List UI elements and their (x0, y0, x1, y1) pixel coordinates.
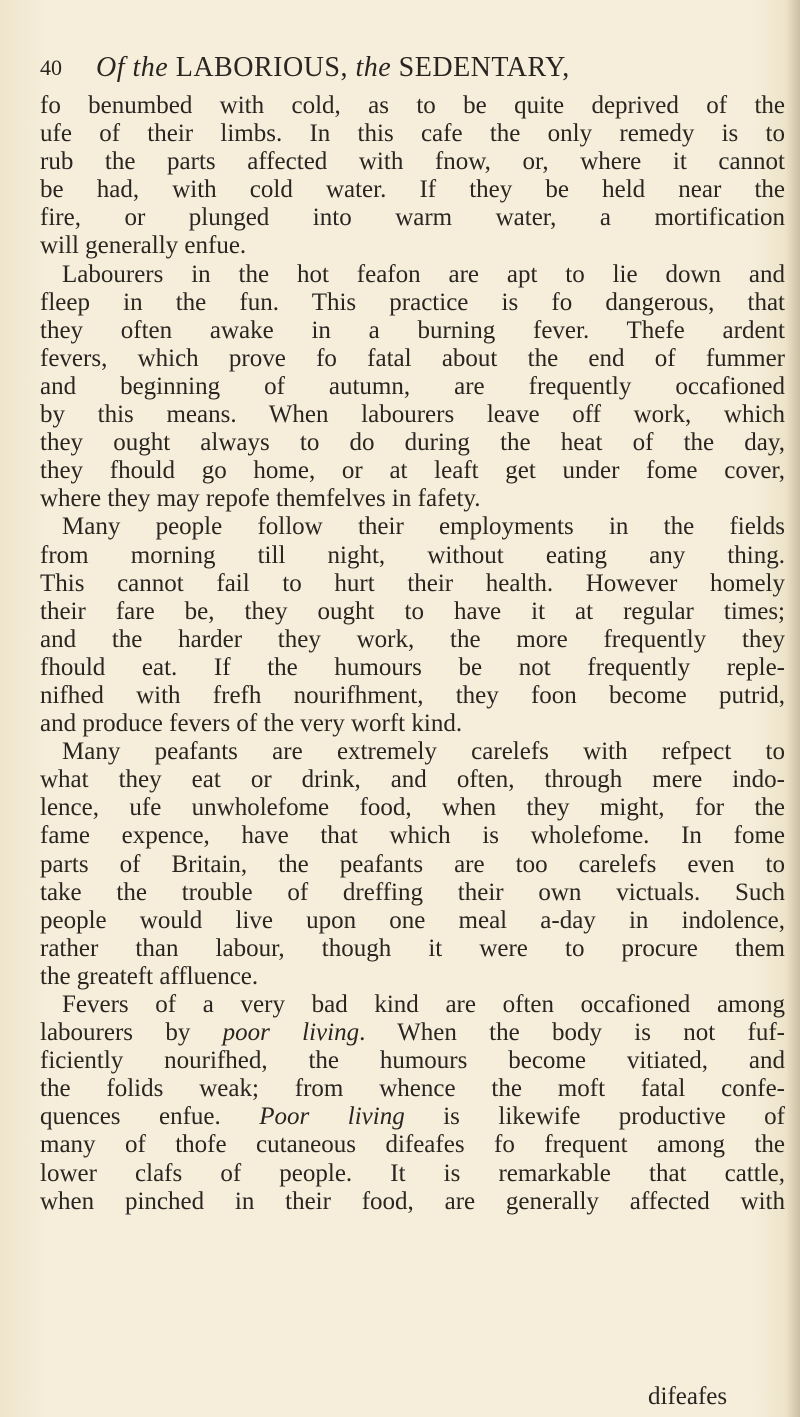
text-line: what they eat or drink, and often, through mere indo- (40, 766, 785, 794)
paragraph-start-line: Many people follow their employments in the fields (62, 513, 785, 541)
text-line: fire, or plunged into warm water, a mortification (40, 204, 785, 232)
text-line: the folids weak; from whence the moft fatal confe- (40, 1075, 785, 1103)
paragraph-start-line: Many peafants are extremely carelefs with refpect to (62, 738, 785, 766)
catchword: difeafes (648, 1383, 728, 1410)
text-line: fame expence, have that which is wholefome. In fome (40, 822, 785, 850)
text-line: rather than labour, though it were to procure them (40, 934, 785, 962)
text-line: be had, with cold water. If they be held near the (40, 176, 785, 204)
text-line: lence, ufe unwholefome food, when they might, for the (40, 794, 785, 822)
running-head-italic-2: the (355, 52, 392, 83)
text-line: fo benumbed with cold, as to be quite deprived of the (40, 92, 785, 119)
text-line: fleep in the fun. This practice is fo dangerous, that (40, 288, 785, 316)
text-run: quences enfue. (40, 1103, 260, 1131)
text-line: they often awake in a burning fever. Thefe ardent (40, 316, 785, 344)
text-line: where they may repofe themfelves in fafety. (40, 485, 481, 513)
page-header (40, 48, 760, 88)
text-line-with-italic (40, 1019, 785, 1047)
running-head (96, 48, 570, 88)
italic-phrase: Poor living (259, 1103, 405, 1131)
text-line: many of thofe cutaneous difeafes fo frequent among the (40, 1131, 785, 1159)
text-line: parts of Britain, the peafants are too carelefs even to (40, 850, 785, 878)
text-run: . When the body is not fuf- (359, 1019, 785, 1047)
text-line: ficiently nourifhed, the humours become vitiated, and (40, 1047, 785, 1075)
text-line: their fare be, they ought to have it at regular times; (40, 597, 785, 625)
text-line: from morning till night, without eating any thing. (40, 541, 785, 569)
text-line: they ought always to do during the heat of the day, (40, 429, 785, 457)
paragraph-start-line: Fevers of a very bad kind are often occafioned among (62, 991, 785, 1018)
text-line: and produce fevers of the very worft kind. (40, 710, 463, 738)
running-head-caps-2: SEDENTARY, (398, 52, 570, 83)
text-line: and the harder they work, the more frequently they (40, 625, 785, 653)
text-line: lower clafs of people. It is remarkable that cattle, (40, 1159, 785, 1187)
paragraph-start-line: Labourers in the hot feafon are apt to lie down and (62, 260, 785, 288)
text-line: rub the parts affected with fnow, or, where it cannot (40, 148, 785, 176)
text-line: fevers, which prove fo fatal about the end of fummer (40, 344, 785, 372)
page-number: 40 (40, 55, 62, 80)
text-line: the greateft affluence. (40, 962, 259, 990)
text-run: is likewife productive of (404, 1103, 786, 1131)
text-line: people would live upon one meal a-day in indolence, (40, 906, 785, 934)
body-text (40, 92, 785, 1216)
running-head-italic-1: Of the (96, 52, 169, 83)
text-line: they fhould go home, or at leaft get under fome cover, (40, 457, 785, 485)
text-run: labourers by (40, 1019, 223, 1047)
text-line: when pinched in their food, are generally affected with (40, 1187, 785, 1215)
text-line: fhould eat. If the humours be not frequently reple- (40, 653, 785, 681)
text-line-with-italic (40, 1103, 785, 1131)
text-line: will generally enfue. (40, 232, 247, 260)
text-line: This cannot fail to hurt their health. However homely (40, 569, 785, 597)
text-line: ufe of their limbs. In this cafe the only remedy is to (40, 120, 785, 148)
text-line: take the trouble of dreffing their own victuals. Such (40, 878, 785, 906)
running-head-caps-1: LABORIOUS, (175, 52, 348, 83)
italic-phrase: poor living (222, 1019, 360, 1047)
text-line: and beginning of autumn, are frequently occafioned (40, 372, 785, 400)
page-edge-shadow (786, 0, 800, 1417)
text-line: nifhed with frefh nourifhment, they foon become putrid, (40, 681, 785, 709)
text-line: by this means. When labourers leave off work, which (40, 401, 785, 429)
